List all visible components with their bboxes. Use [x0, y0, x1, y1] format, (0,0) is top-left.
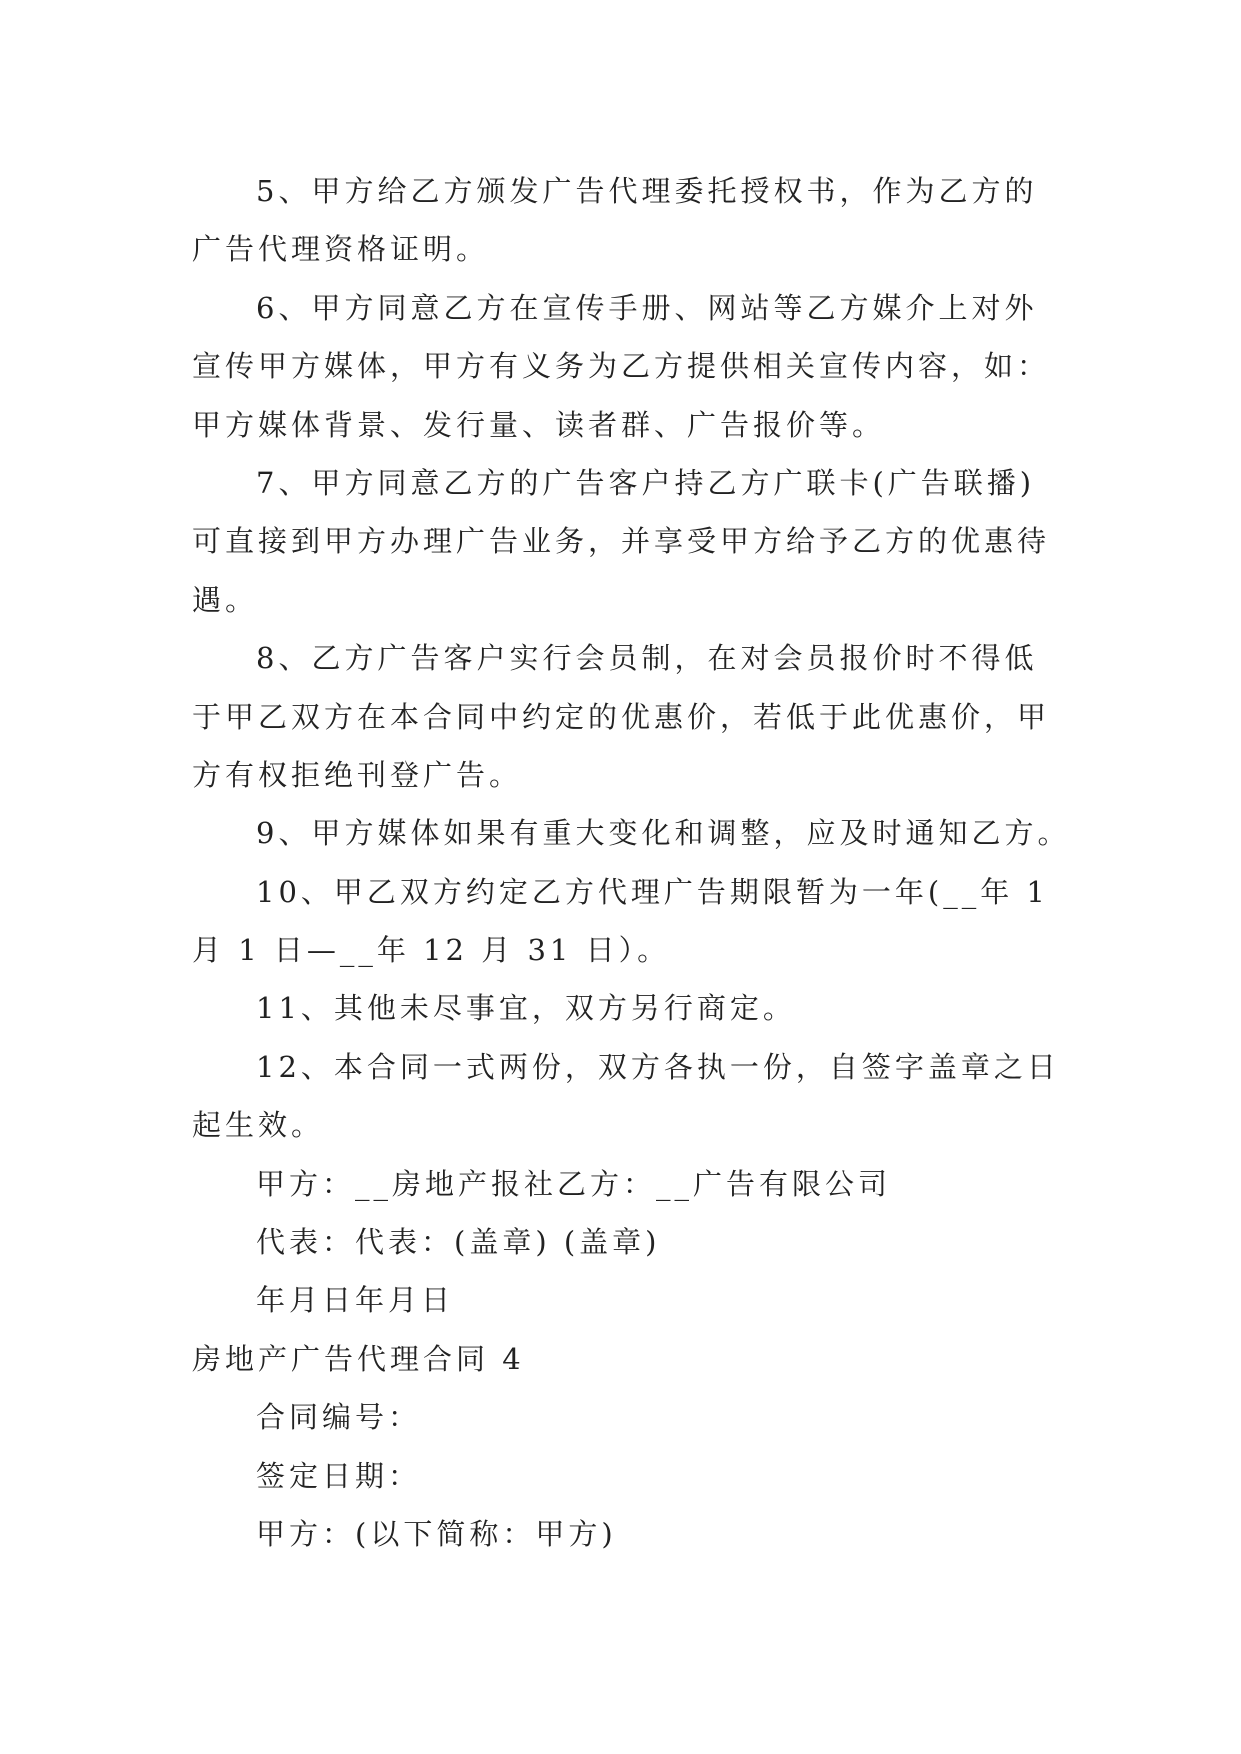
clause-8-line-3: 方有权拒绝刊登广告。	[192, 757, 523, 792]
signature-dates: 年月日年月日	[256, 1283, 455, 1318]
clause-8-line-1: 8、乙方广告客户实行会员制，在对会员报价时不得低	[256, 641, 1038, 676]
clause-11-line-1: 11、其他未尽事宜，双方另行商定。	[256, 991, 796, 1026]
clause-6-line-2: 宣传甲方媒体，甲方有义务为乙方提供相关宣传内容，如：	[192, 349, 1051, 384]
clause-5-line-1: 5、甲方给乙方颁发广告代理委托授权书，作为乙方的	[256, 174, 1038, 208]
clause-5-line-2: 广告代理资格证明。	[192, 232, 490, 267]
clause-8-line-2: 于甲乙双方在本合同中约定的优惠价，若低于此优惠价，甲	[192, 699, 1051, 734]
clause-12-line-2: 起生效。	[192, 1108, 325, 1143]
clause-6-line-3: 甲方媒体背景、发行量、读者群、广告报价等。	[192, 407, 886, 442]
clause-6-line-1: 6、甲方同意乙方在宣传手册、网站等乙方媒介上对外	[256, 290, 1038, 325]
party-a-field: 甲方：(以下简称：甲方)	[256, 1516, 617, 1551]
clause-9-line-1: 9、甲方媒体如果有重大变化和调整，应及时通知乙方。	[256, 816, 1071, 851]
clause-10-line-2: 月 1 日—__年 12 月 31 日）。	[192, 933, 671, 968]
clause-12-line-1: 12、本合同一式两份，双方各执一份，自签字盖章之日	[256, 1049, 1060, 1084]
contract-number-field: 合同编号：	[256, 1400, 422, 1435]
document-body	[192, 162, 1072, 1563]
signature-parties: 甲方：__房地产报社乙方：__广告有限公司	[256, 1166, 892, 1201]
clause-10-line-1: 10、甲乙双方约定乙方代理广告期限暂为一年(__年 1	[256, 874, 1049, 909]
contract-4-heading: 房地产广告代理合同 4	[192, 1341, 525, 1376]
clause-7-line-2: 可直接到甲方办理广告业务，并享受甲方给予乙方的优惠待	[192, 524, 1051, 559]
signature-representatives: 代表：代表：(盖章) (盖章)	[256, 1225, 661, 1260]
signing-date-field: 签定日期：	[256, 1458, 422, 1493]
clause-7-line-1: 7、甲方同意乙方的广告客户持乙方广联卡(广告联播)	[256, 465, 1036, 500]
clause-7-line-3: 遇。	[192, 582, 259, 617]
